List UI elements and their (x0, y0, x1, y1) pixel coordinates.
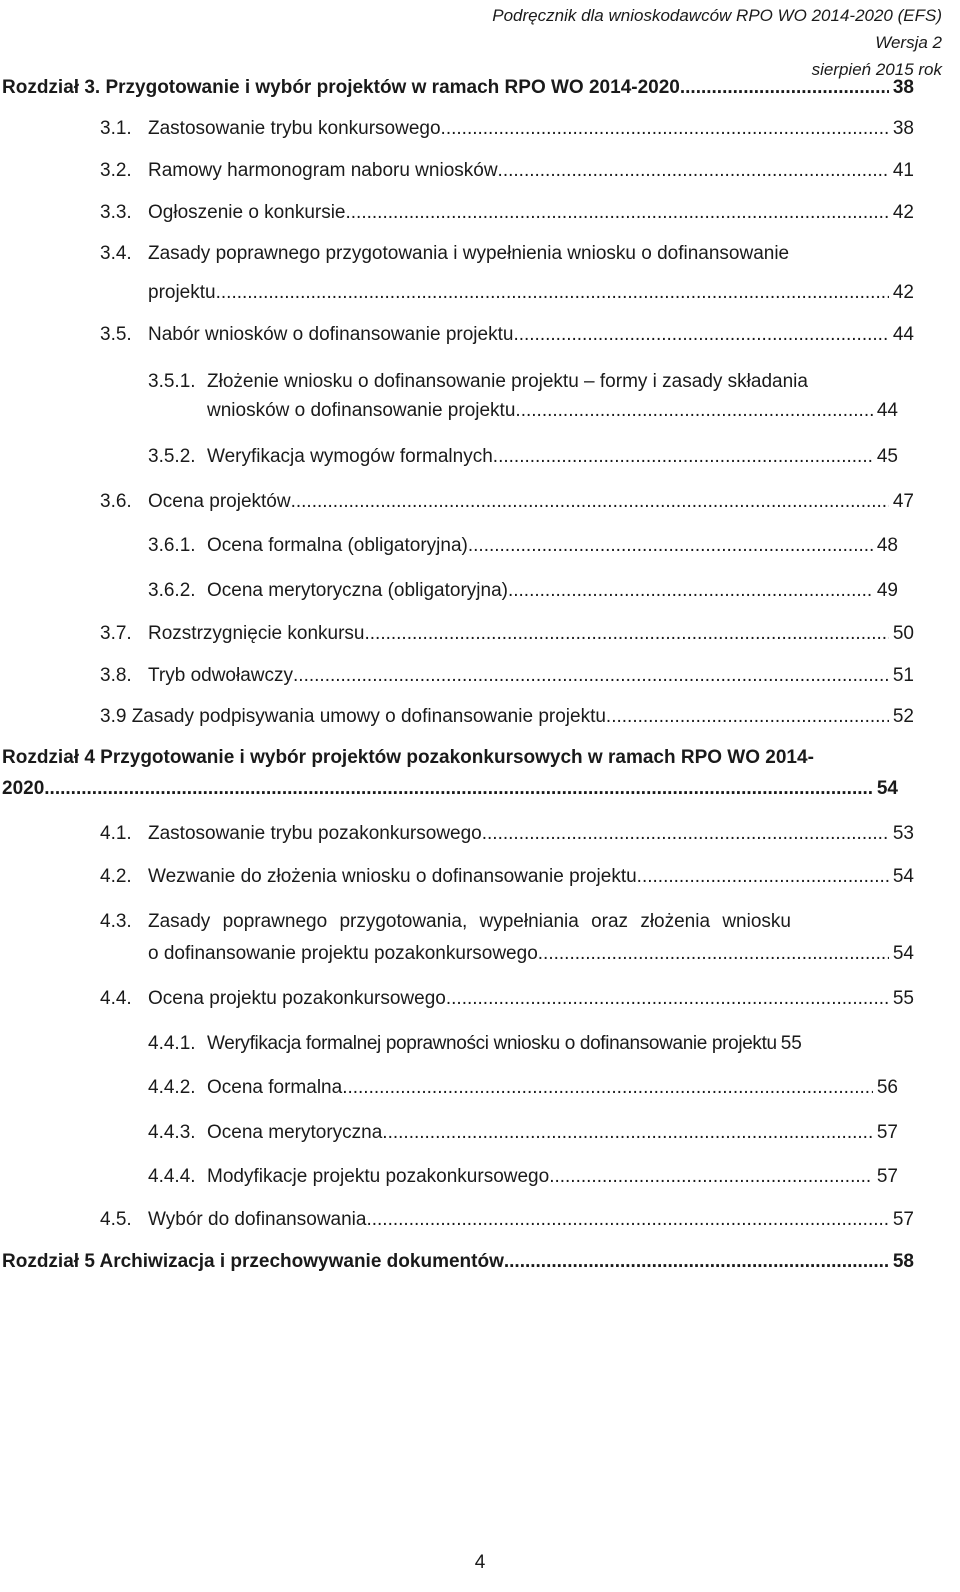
toc-entry-page: 42 (892, 202, 914, 223)
toc-entry-title: Rozdział 3. Przygotowanie i wybór projektów w ramach RPO WO 2014-2020 (2, 77, 680, 98)
toc-entry-page: 54 (892, 866, 914, 887)
toc-entry-number: 3.8. (100, 665, 132, 686)
toc-entry-page: 57 (876, 1122, 898, 1143)
toc-entry-page: 55 (780, 1033, 802, 1054)
toc-entry-3-5-1-first-line[interactable] (148, 368, 808, 396)
toc-entry-number: 4.1. (100, 823, 132, 844)
toc-leader-dots (382, 1119, 873, 1147)
toc-entry-3-7[interactable] (100, 620, 914, 648)
toc-entry-page: 41 (892, 160, 914, 181)
toc-entry-page: 50 (892, 623, 914, 644)
toc-entry-3-8[interactable] (100, 662, 914, 690)
toc-entry-page: 53 (892, 823, 914, 844)
toc-entry-number: 4.4.3. (148, 1122, 196, 1143)
toc-entry-number: 4.4. (100, 988, 132, 1009)
toc-leader-dots (342, 1074, 873, 1102)
toc-entry-page: 51 (892, 665, 914, 686)
toc-entry-3-5-1[interactable] (207, 397, 898, 425)
toc-entry-title-continued: 2020 (2, 778, 45, 799)
toc-entry-title: Nabór wniosków o dofinansowanie projektu (148, 324, 514, 345)
toc-entry-page: 47 (892, 491, 914, 512)
toc-entry-number: 4.4.1. (148, 1033, 196, 1054)
toc-entry-page: 44 (876, 400, 898, 421)
toc-leader-dots (513, 321, 888, 349)
toc-entry-page: 44 (892, 324, 914, 345)
page-number: 4 (474, 1552, 486, 1573)
toc-entry-title: Rozdział 4 Przygotowanie i wybór projektów pozakonkursowych w ramach RPO WO 2014- (2, 747, 814, 768)
toc-leader-dots (468, 532, 873, 560)
toc-entry-3-6[interactable] (100, 488, 914, 516)
toc-entry-number: 3.5.2. (148, 446, 196, 467)
toc-entry-page: 38 (892, 118, 914, 139)
toc-entry-number: 3.5. (100, 324, 132, 345)
toc-entry-title: Tryb odwoławczy (148, 665, 294, 686)
toc-entry-page: 38 (892, 77, 914, 98)
toc-entry-number: 3.1. (100, 118, 132, 139)
toc-entry-title: Weryfikacja formalnej poprawności wniosku o dofinansowanie projektu (207, 1033, 777, 1054)
toc-leader-dots (482, 820, 889, 848)
toc-leader-dots (441, 115, 889, 143)
toc-entry-3-6-2[interactable] (148, 577, 898, 605)
toc-entry-3-4[interactable] (148, 279, 914, 307)
toc-entry-title: Złożenie wniosku o dofinansowanie projektu – formy i zasady składania (207, 371, 808, 392)
toc-leader-dots (549, 1163, 873, 1191)
toc-entry-number: 4.2. (100, 866, 132, 887)
toc-entry-title: 3.9 Zasady podpisywania umowy o dofinansowanie projektu (100, 706, 606, 727)
toc-entry-number: 3.5.1. (148, 371, 196, 392)
toc-entry-chapter-4-first-line[interactable] (2, 744, 814, 772)
toc-entry-4-3[interactable] (148, 940, 914, 968)
toc-entry-title: Zasady poprawnego przygotowania i wypełnienia wniosku o dofinansowanie (148, 243, 790, 264)
toc-leader-dots (538, 940, 889, 968)
toc-entry-4-3-first-line[interactable] (100, 908, 914, 936)
toc-entry-title-continued: projektu (148, 282, 216, 303)
header-date: sierpień 2015 rok (811, 60, 942, 79)
toc-entry-title: Ocena projektów (148, 491, 291, 512)
toc-entry-page: 57 (892, 1209, 914, 1230)
toc-entry-4-4-3[interactable] (148, 1119, 898, 1147)
toc-leader-dots (498, 157, 889, 185)
toc-entry-title: Zasady poprawnego przygotowania, wypełniania oraz złożenia wniosku (148, 911, 791, 932)
toc-entry-page: 55 (892, 988, 914, 1009)
header-version: Wersja 2 (875, 33, 942, 52)
toc-entry-page: 58 (892, 1251, 914, 1272)
toc-entry-4-4-1[interactable] (148, 1030, 898, 1058)
toc-leader-dots (446, 985, 889, 1013)
toc-leader-dots (366, 1206, 888, 1234)
toc-entry-3-3[interactable] (100, 199, 914, 227)
toc-entry-title: Ogłoszenie o konkursie (148, 202, 346, 223)
toc-entry-title: Zastosowanie trybu konkursowego (148, 118, 441, 139)
toc-entry-3-6-1[interactable] (148, 532, 898, 560)
toc-leader-dots (346, 199, 889, 227)
toc-entry-chapter-3[interactable] (2, 74, 914, 102)
toc-entry-number: 3.3. (100, 202, 132, 223)
toc-entry-page: 54 (892, 943, 914, 964)
toc-leader-dots (216, 279, 889, 307)
toc-entry-chapter-4[interactable] (2, 775, 898, 803)
toc-entry-4-4-2[interactable] (148, 1074, 898, 1102)
toc-entry-title: Ocena merytoryczna (207, 1122, 383, 1143)
toc-leader-dots (606, 703, 889, 731)
toc-entry-title: Rozstrzygnięcie konkursu (148, 623, 365, 644)
toc-leader-dots (493, 443, 873, 471)
toc-entry-number: 3.6.2. (148, 580, 196, 601)
toc-entry-title: Wezwanie do złożenia wniosku o dofinansowanie projektu (148, 866, 637, 887)
toc-entry-4-4-4[interactable] (148, 1163, 898, 1191)
toc-entry-title-continued: wniosków o dofinansowanie projektu (207, 400, 516, 421)
toc-entry-number: 3.6.1. (148, 535, 196, 556)
toc-entry-page: 52 (892, 706, 914, 727)
toc-entry-4-5[interactable] (100, 1206, 914, 1234)
toc-entry-title: Modyfikacje projektu pozakonkursowego (207, 1166, 550, 1187)
toc-entry-4-1[interactable] (100, 820, 914, 848)
toc-entry-page: 54 (876, 778, 898, 799)
toc-leader-dots (364, 620, 888, 648)
header-document-title: Podręcznik dla wnioskodawców RPO WO 2014-2020 (EFS) (492, 6, 942, 25)
toc-entry-page: 48 (876, 535, 898, 556)
toc-entry-title: Wybór do dofinansowania (148, 1209, 367, 1230)
toc-entry-3-2[interactable] (100, 157, 914, 185)
toc-entry-number: 4.5. (100, 1209, 132, 1230)
toc-entry-number: 3.2. (100, 160, 132, 181)
toc-entry-title: Ocena merytoryczna (obligatoryjna) (207, 580, 508, 601)
document-header (492, 2, 942, 83)
toc-leader-dots (44, 775, 873, 803)
toc-leader-dots (508, 577, 873, 605)
toc-leader-dots (504, 1248, 889, 1276)
toc-entry-chapter-5[interactable] (2, 1248, 914, 1276)
toc-leader-dots (291, 488, 889, 516)
toc-entry-title: Zastosowanie trybu pozakonkursowego (148, 823, 482, 844)
toc-leader-dots (680, 74, 889, 102)
toc-entry-number: 3.7. (100, 623, 132, 644)
toc-entry-title: Weryfikacja wymogów formalnych (207, 446, 493, 467)
toc-entry-number: 3.4. (100, 243, 132, 264)
toc-entry-number: 4.4.2. (148, 1077, 196, 1098)
toc-entry-title: Rozdział 5 Archiwizacja i przechowywanie dokumentów (2, 1251, 504, 1272)
toc-leader-dots (293, 662, 889, 690)
toc-entry-4-4[interactable] (100, 985, 914, 1013)
toc-entry-number: 4.4.4. (148, 1166, 196, 1187)
toc-entry-title: Ocena formalna (207, 1077, 343, 1098)
toc-entry-page: 42 (892, 282, 914, 303)
toc-entry-number: 4.3. (100, 911, 132, 932)
toc-entry-number: 3.6. (100, 491, 132, 512)
toc-entry-title: Ocena projektu pozakonkursowego (148, 988, 446, 1009)
toc-entry-page: 57 (876, 1166, 898, 1187)
toc-entry-title: Ocena formalna (obligatoryjna) (207, 535, 468, 556)
toc-entry-3-4-first-line[interactable] (100, 240, 789, 268)
toc-leader-dots (515, 397, 872, 425)
toc-entry-4-2[interactable] (100, 863, 914, 891)
toc-entry-3-1[interactable] (100, 115, 914, 143)
toc-leader-dots (637, 863, 889, 891)
toc-entry-3-5[interactable] (100, 321, 914, 349)
toc-entry-page: 45 (876, 446, 898, 467)
toc-entry-3-5-2[interactable] (148, 443, 898, 471)
toc-entry-title: Ramowy harmonogram naboru wniosków (148, 160, 498, 181)
toc-entry-page: 49 (876, 580, 898, 601)
toc-entry-3-9[interactable] (100, 703, 914, 731)
toc-entry-page: 56 (876, 1077, 898, 1098)
toc-entry-title-continued: o dofinansowanie projektu pozakonkursowego (148, 943, 538, 964)
